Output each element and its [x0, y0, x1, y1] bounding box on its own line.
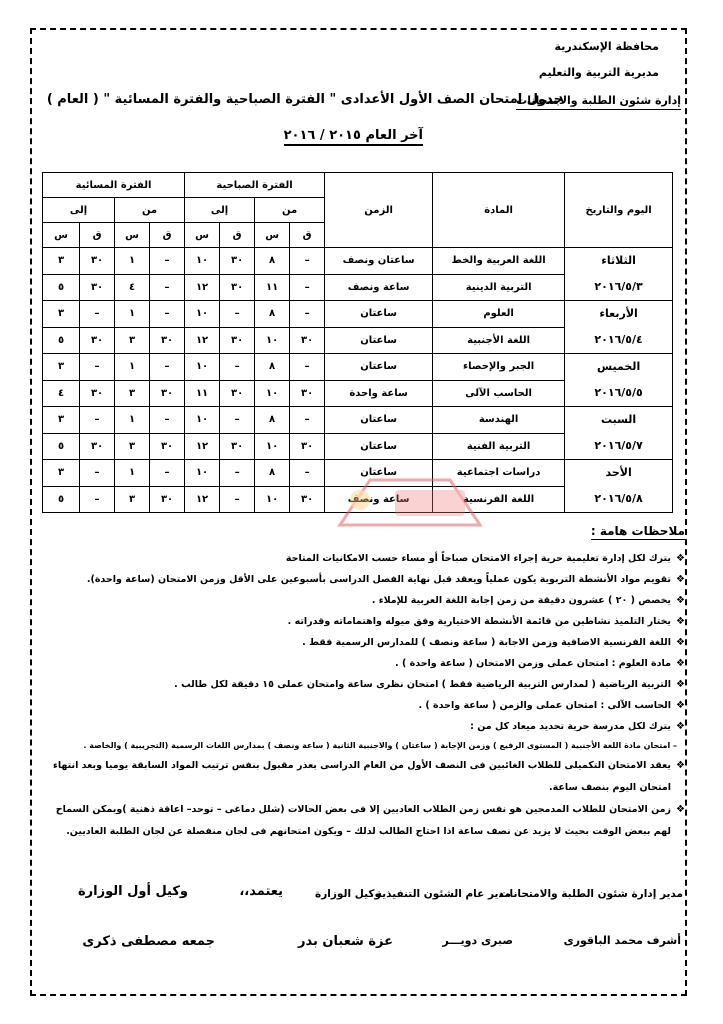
time-cell: ١٢: [185, 486, 220, 513]
table-row: [43, 407, 673, 434]
time-cell: –: [290, 301, 325, 328]
signature-name-1: أشرف محمد الباقورى: [563, 934, 681, 947]
approval-label: يعتمد،،: [239, 884, 283, 899]
time-cell: ٣٠: [220, 274, 255, 301]
note-text: زمن الامتحان للطلاب المدمجين هو نفس زمن الطلاب العاديين إلا فى بعض الحالات (شلل دماغى – توحد– اعاقة ذهنية )ويمكن السماح لهم ببعض الوقت بحيث لا يزيد عن نصف ساعة اذا احتاج الطالب لذلك – ويكون امتحانهم فى لجان منفصلة عن لجان الطلبة العاديين.: [55, 804, 671, 837]
signature-role-students-affairs: مدير إدارة شئون الطلبة والامتحانات: [498, 888, 683, 900]
time-cell: –: [80, 460, 115, 487]
duration-cell: ساعتان: [325, 460, 433, 487]
header-hour: س: [115, 223, 150, 248]
time-cell: ٣٠: [290, 380, 325, 407]
header-morning-from: من: [255, 198, 325, 223]
note-text: التربية الرياضية ( لمدارس التربية الرياضية فقط ) امتحان نظرى ساعة وامتحان عملى ١٥ دقيقة لكل طالب .: [174, 679, 671, 690]
document-title: جدول امتحان الصف الأول الأعدادى " الفترة الصباحية والفترة المسائية " ( العام ): [46, 92, 563, 107]
note-item: [45, 632, 685, 653]
table-row: [43, 248, 673, 275]
note-item: [45, 590, 685, 611]
directorate-label: مديرية التربية والتعليم: [538, 66, 659, 79]
notes-title: ملاحظات هامة :: [590, 524, 685, 538]
time-cell: ٣٠: [290, 327, 325, 354]
diamond-bullet-icon: ❖: [676, 804, 685, 815]
day-name: الأحد: [605, 466, 632, 479]
time-cell: –: [290, 248, 325, 275]
time-cell: ٣: [43, 301, 80, 328]
note-item: [45, 695, 685, 716]
header-minute: ق: [80, 223, 115, 248]
subject-cell: دراسات اجتماعية: [433, 460, 565, 487]
time-cell: ٣٠: [220, 248, 255, 275]
site-watermark-logo: [300, 470, 520, 530]
exam-date: ٢٠١٦/٥/٧: [594, 439, 643, 452]
time-cell: ٣٠: [220, 380, 255, 407]
note-text: الحاسب الآلى : امتحان عملى والزمن ( ساعة واحدة ) .: [418, 700, 671, 711]
header-hour: س: [43, 223, 80, 248]
note-text: – امتحان مادة اللغة الأجنبية ( المستوى الرفيع ) وزمن الإجابة ( ساعتان ) والاجنبية الثانية ( ساعة ونصف ) بمدارس اللغات الرسمية (التجريبية ) والخاصة .: [83, 741, 677, 750]
header-evening-from: من: [115, 198, 185, 223]
note-text: مادة العلوم : امتحان عملى وزمن الامتحان ( ساعة واحدة ) .: [395, 658, 671, 669]
note-text: يخصص ( ٢٠ ) عشرون دقيقة من زمن إجابة اللغة العربية للإملاء .: [371, 595, 671, 606]
note-item: [45, 755, 685, 799]
duration-cell: ساعتان: [325, 407, 433, 434]
note-item: [45, 548, 685, 569]
time-cell: –: [150, 460, 185, 487]
time-cell: –: [290, 274, 325, 301]
time-cell: ٤: [43, 380, 80, 407]
time-cell: ٣٠: [150, 380, 185, 407]
time-cell: ٣: [115, 433, 150, 460]
time-cell: ٨: [255, 460, 290, 487]
note-item: [45, 674, 685, 695]
header-morning-period: الفترة الصباحية: [185, 173, 325, 198]
subject-cell: التربية الفنية: [433, 433, 565, 460]
header-duration: الزمن: [325, 173, 433, 248]
duration-cell: ساعتان: [325, 301, 433, 328]
time-cell: –: [290, 407, 325, 434]
table-row: [43, 354, 673, 381]
time-cell: ١٠: [185, 460, 220, 487]
time-cell: ١٠: [255, 380, 290, 407]
academic-year: آخر العام ٢٠١٥ / ٢٠١٦: [284, 128, 423, 146]
time-cell: –: [80, 407, 115, 434]
header-minute: ق: [290, 223, 325, 248]
time-cell: ٣٠: [220, 433, 255, 460]
header-evening-period: الفترة المسائية: [43, 173, 185, 198]
table-row: [43, 301, 673, 328]
time-cell: ٣٠: [150, 327, 185, 354]
header-main: [36, 92, 681, 120]
time-cell: ٣: [115, 380, 150, 407]
diamond-bullet-icon: ❖: [676, 553, 685, 564]
time-cell: –: [150, 248, 185, 275]
diamond-bullet-icon: ❖: [676, 721, 685, 732]
note-text: تقويم مواد الأنشطة التربوية يكون عملياً ويعقد قبل نهاية الفصل الدراسى بأسبوعين على الأقل وزمن الامتحان (ساعة واحدة).: [86, 574, 671, 585]
time-cell: ٣٠: [80, 248, 115, 275]
day-date-cell: [565, 301, 673, 354]
signature-name-4: جمعه مصطفى ذكرى: [82, 934, 215, 949]
diamond-bullet-icon: ❖: [676, 760, 685, 771]
time-cell: –: [290, 354, 325, 381]
day-name: الأربعاء: [599, 307, 638, 320]
time-cell: ١١: [185, 380, 220, 407]
header-minute: ق: [220, 223, 255, 248]
note-text: يختار التلميذ نشاطين من قائمة الأنشطة الاختيارية وفق ميوله واهتماماته وقدراته .: [287, 616, 671, 627]
note-item: [45, 716, 685, 737]
subject-cell: الحاسب الآلى: [433, 380, 565, 407]
time-cell: ١٢: [185, 274, 220, 301]
time-cell: ١٢: [185, 433, 220, 460]
time-cell: ١٠: [255, 327, 290, 354]
time-cell: ٣٠: [290, 433, 325, 460]
header-minute: ق: [150, 223, 185, 248]
subject-cell: العلوم: [433, 301, 565, 328]
time-cell: ٨: [255, 407, 290, 434]
duration-cell: ساعتان ونصف: [325, 248, 433, 275]
header-evening-to: إلى: [43, 198, 115, 223]
diamond-bullet-icon: ❖: [676, 637, 685, 648]
time-cell: ٣٠: [220, 327, 255, 354]
time-cell: ٣: [43, 354, 80, 381]
duration-cell: ساعتان: [325, 433, 433, 460]
governorate-label: محافظة الإسكندرية: [554, 40, 659, 53]
time-cell: ٥: [43, 327, 80, 354]
exam-date: ٢٠١٦/٥/٣: [594, 280, 643, 293]
header-hour: س: [185, 223, 220, 248]
header-subject: المادة: [433, 173, 565, 248]
note-item: [45, 611, 685, 632]
diamond-bullet-icon: ❖: [676, 616, 685, 627]
subject-cell: اللغة الأجنبية: [433, 327, 565, 354]
diamond-bullet-icon: ❖: [676, 658, 685, 669]
time-cell: ٨: [255, 248, 290, 275]
exam-schedule-table: [42, 172, 673, 513]
note-item: [45, 653, 685, 674]
time-cell: ٨: [255, 354, 290, 381]
time-cell: ١: [115, 354, 150, 381]
exam-date: ٢٠١٦/٥/٨: [594, 492, 643, 505]
duration-cell: ساعتان: [325, 327, 433, 354]
note-item: [45, 737, 685, 755]
diamond-bullet-icon: ❖: [676, 574, 685, 585]
day-name: الثلاثاء: [601, 254, 636, 267]
time-cell: –: [220, 301, 255, 328]
day-date-cell: [565, 407, 673, 460]
note-text: اللغة الفرنسية الاضافية وزمن الاجابة ( ساعة ونصف ) للمدارس الرسمية فقط .: [302, 637, 671, 648]
duration-cell: ساعة واحدة: [325, 380, 433, 407]
time-cell: –: [80, 354, 115, 381]
time-cell: –: [150, 274, 185, 301]
time-cell: ١٠: [255, 486, 290, 513]
time-cell: ١٠: [185, 301, 220, 328]
diamond-bullet-icon: ❖: [676, 595, 685, 606]
time-cell: ١٢: [185, 327, 220, 354]
time-cell: –: [80, 301, 115, 328]
time-cell: ٣٠: [290, 486, 325, 513]
duration-cell: ساعة ونصف: [325, 486, 433, 513]
time-cell: –: [150, 407, 185, 434]
time-cell: ١: [115, 301, 150, 328]
signature-role-executive-affairs: مدير عام الشئون التنفيذية: [375, 888, 511, 900]
note-text: يترك لكل إدارة تعليمية حرية إجراء الامتحان صباحاً أو مساء حسب الامكانيات المتاحة: [285, 553, 671, 564]
time-cell: ٣٠: [80, 380, 115, 407]
diamond-bullet-icon: ❖: [676, 679, 685, 690]
department-label: إدارة شئون الطلبة والامتحانات: [516, 94, 681, 110]
diamond-bullet-icon: ❖: [676, 700, 685, 711]
time-cell: ١٠: [185, 407, 220, 434]
signature-role-first-undersecretary: وكيل أول الوزارة: [77, 884, 188, 899]
time-cell: –: [150, 354, 185, 381]
duration-cell: ساعتان: [325, 354, 433, 381]
day-name: السبت: [600, 413, 637, 426]
time-cell: –: [220, 460, 255, 487]
time-cell: ١: [115, 460, 150, 487]
time-cell: ٣٠: [80, 433, 115, 460]
time-cell: ١٠: [185, 354, 220, 381]
time-cell: ١: [115, 248, 150, 275]
subject-cell: الهندسة: [433, 407, 565, 434]
time-cell: ١١: [255, 274, 290, 301]
time-cell: –: [150, 301, 185, 328]
time-cell: ٣: [43, 407, 80, 434]
day-name: الخميس: [596, 360, 641, 373]
day-date-cell: [565, 248, 673, 301]
time-cell: ٣٠: [80, 327, 115, 354]
note-text: يعقد الامتحان التكميلى للطلاب الغائبين فى النصف الأول من العام الدراسى بعذر مقبول بنفس ترتيب المواد السابقة يوميا وبعد انتهاء امتحان اليوم بنصف ساعة.: [52, 760, 671, 793]
header-hour: س: [255, 223, 290, 248]
time-cell: –: [290, 460, 325, 487]
time-cell: ٣٠: [80, 274, 115, 301]
subject-cell: اللغة الفرنسية: [433, 486, 565, 513]
time-cell: ٥: [43, 433, 80, 460]
time-cell: ٥: [43, 486, 80, 513]
time-cell: ١٠: [185, 248, 220, 275]
note-item: [45, 569, 685, 590]
time-cell: ٣: [43, 460, 80, 487]
time-cell: –: [220, 486, 255, 513]
day-date-cell: [565, 460, 673, 513]
time-cell: ١: [115, 407, 150, 434]
time-cell: ٨: [255, 301, 290, 328]
note-item: [45, 799, 685, 843]
signature-name-3: عزة شعبان بدر: [298, 934, 393, 949]
time-cell: ٣٠: [150, 433, 185, 460]
header-morning-to: إلى: [185, 198, 255, 223]
time-cell: ٤: [115, 274, 150, 301]
subject-cell: التربية الدينية: [433, 274, 565, 301]
time-cell: –: [220, 354, 255, 381]
time-cell: ٣٠: [150, 486, 185, 513]
subject-cell: الجبر والإحصاء: [433, 354, 565, 381]
time-cell: ١٠: [255, 433, 290, 460]
time-cell: ٣: [115, 327, 150, 354]
header-day-date: اليوم والتاريخ: [565, 173, 673, 248]
time-cell: ٣: [115, 486, 150, 513]
signature-name-2: صبرى دويـــر: [442, 934, 513, 947]
time-cell: ٥: [43, 274, 80, 301]
day-date-cell: [565, 354, 673, 407]
time-cell: ٣: [43, 248, 80, 275]
exam-date: ٢٠١٦/٥/٥: [594, 386, 643, 399]
notes-list: [45, 548, 685, 843]
exam-date: ٢٠١٦/٥/٤: [594, 333, 643, 346]
note-text: يترك لكل مدرسة حرية تحديد ميعاد كل من :: [470, 721, 671, 732]
time-cell: –: [220, 407, 255, 434]
subject-cell: اللغة العربية والخط: [433, 248, 565, 275]
signature-role-undersecretary: وكيل الوزارة: [315, 888, 381, 900]
time-cell: –: [80, 486, 115, 513]
duration-cell: ساعة ونصف: [325, 274, 433, 301]
